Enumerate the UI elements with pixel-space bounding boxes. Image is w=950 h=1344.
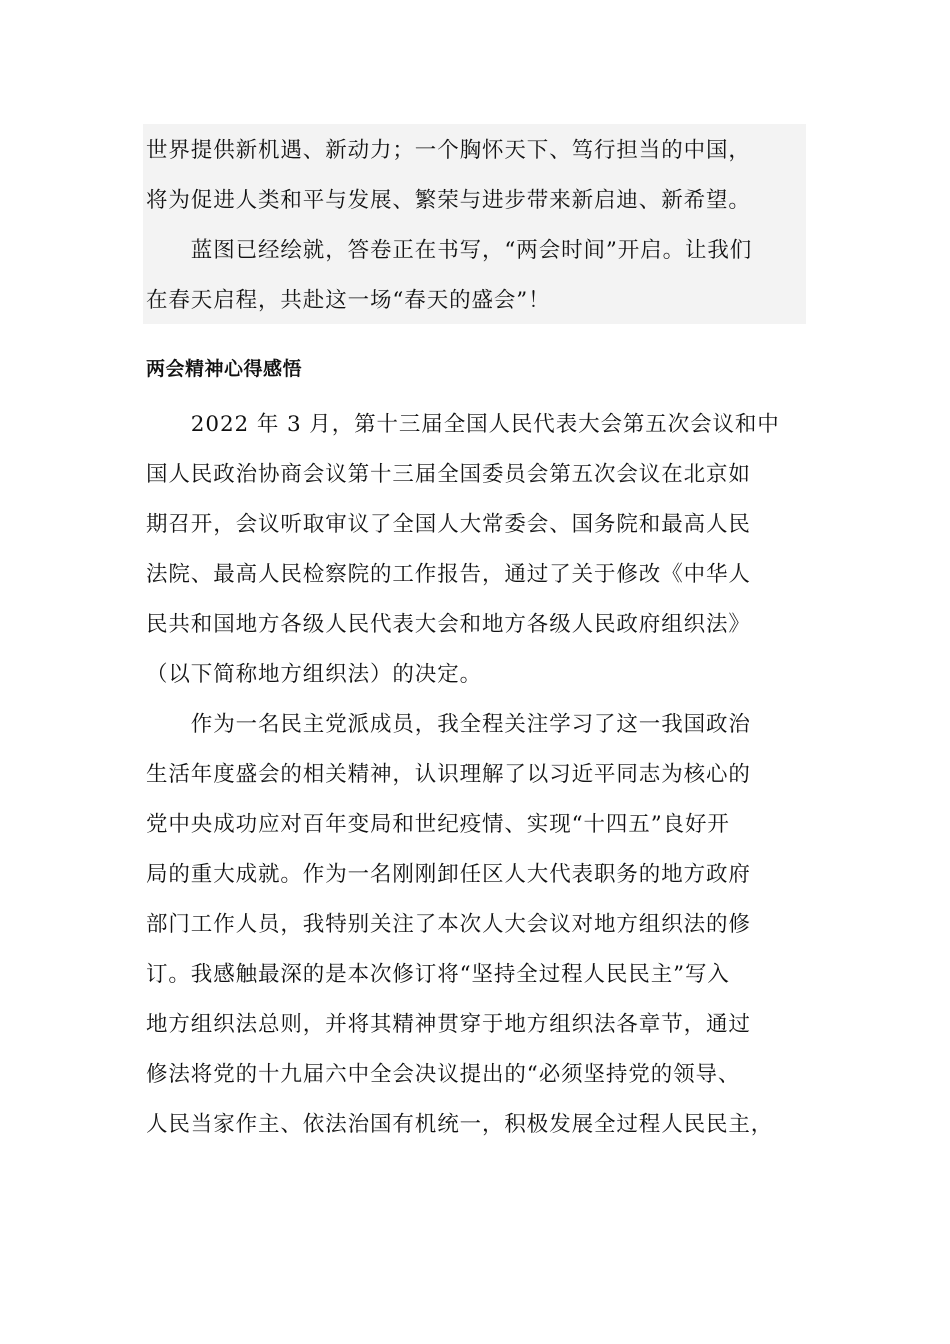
body-line: 法院、最高人民检察院的工作报告，通过了关于修改《中华人 — [146, 562, 751, 587]
body-line: （以下简称地方组织法）的决定。 — [146, 662, 483, 687]
body-line: 部门工作人员，我特别关注了本次人大会议对地方组织法的修 — [146, 912, 751, 937]
body-line: 民共和国地方各级人民代表大会和地方各级人民政府组织法》 — [146, 612, 751, 637]
highlight-line: 蓝图已经绘就，答卷正在书写，“两会时间”开启。让我们 — [146, 238, 753, 263]
body-line: 修法将党的十九届六中全会决议提出的“必须坚持党的领导、 — [146, 1062, 741, 1087]
body-line: 国人民政治协商会议第十三届全国委员会第五次会议在北京如 — [146, 462, 751, 487]
body-line: 人民当家作主、依法治国有机统一，积极发展全过程人民民主， — [146, 1112, 774, 1137]
highlight-line: 世界提供新机遇、新动力；一个胸怀天下、笃行担当的中国， — [146, 138, 751, 163]
body-line: 党中央成功应对百年变局和世纪疫情、实现“十四五”良好开 — [146, 812, 730, 837]
highlight-line: 在春天启程，共赴这一场“春天的盛会”！ — [146, 288, 551, 313]
body-line: 局的重大成就。作为一名刚刚卸任区人大代表职务的地方政府 — [146, 862, 751, 887]
highlight-line: 将为促进人类和平与发展、繁荣与进步带来新启迪、新希望。 — [146, 188, 751, 213]
body-line: 期召开，会议听取审议了全国人大常委会、国务院和最高人民 — [146, 512, 751, 537]
body-line: 2022 年 3 月，第十三届全国人民代表大会第五次会议和中 — [146, 412, 780, 437]
section-title: 两会精神心得感悟 — [146, 358, 303, 380]
body-line: 订。我感触最深的是本次修订将“坚持全过程人民民主”写入 — [146, 962, 730, 987]
body-line: 地方组织法总则，并将其精神贯穿于地方组织法各章节，通过 — [146, 1012, 751, 1037]
body-line: 作为一名民主党派成员，我全程关注学习了这一我国政治 — [146, 712, 751, 737]
body-line: 生活年度盛会的相关精神，认识理解了以习近平同志为核心的 — [146, 762, 751, 787]
